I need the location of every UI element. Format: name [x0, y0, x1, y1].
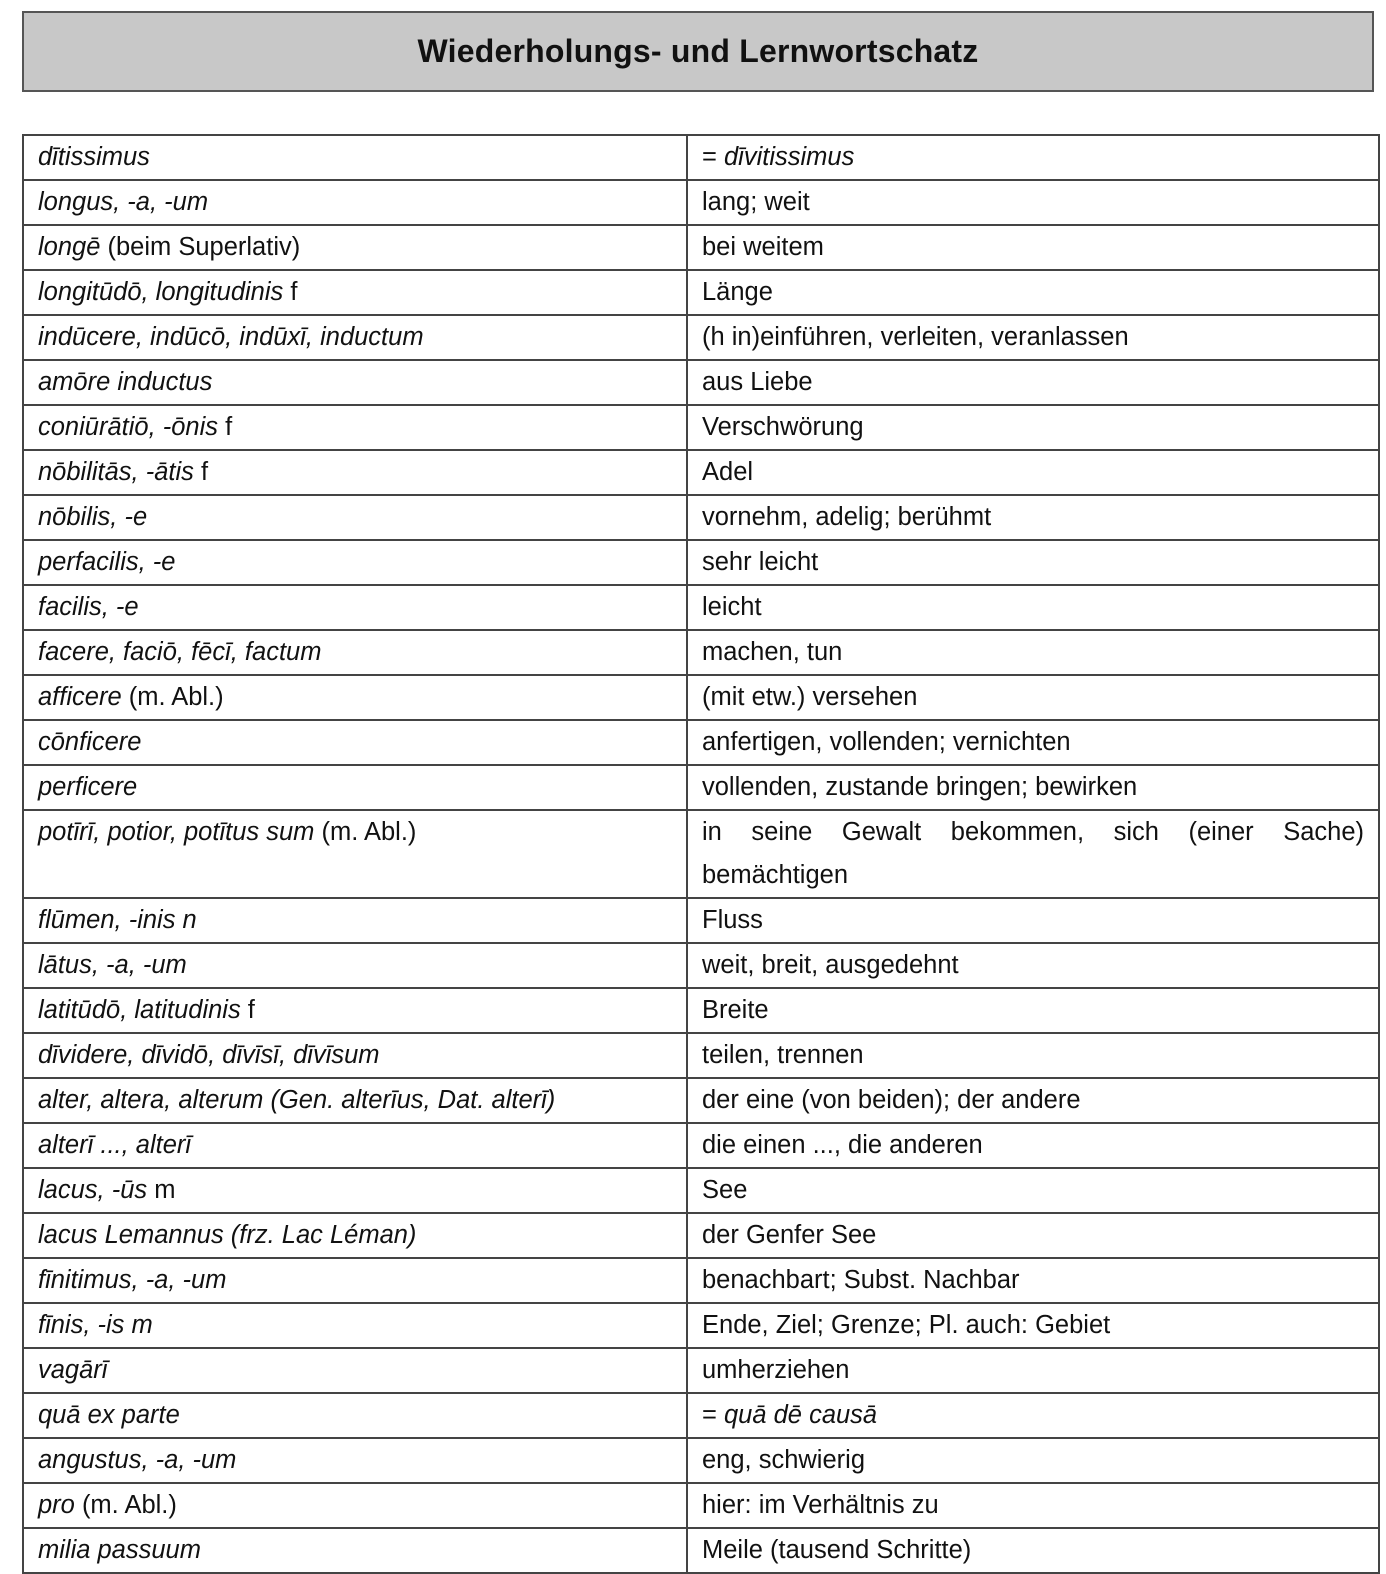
latin-term-cell: [23, 360, 687, 405]
german-meaning-cell: [687, 1483, 1379, 1528]
german-meaning-text: Adel: [702, 458, 754, 486]
latin-term-text: (beim Superlativ): [100, 233, 301, 261]
latin-term-cell: [23, 225, 687, 270]
latin-term-cell: [23, 1258, 687, 1303]
latin-term-text: lātus, -a, -um: [38, 951, 187, 979]
german-meaning-text: hier: im Verhältnis zu: [702, 1491, 939, 1519]
latin-term-cell: [23, 1483, 687, 1528]
german-meaning-cell: [687, 270, 1379, 315]
latin-term-text: f: [193, 458, 209, 486]
latin-term-cell: [23, 765, 687, 810]
table-row: [23, 1033, 1379, 1078]
latin-term-cell: [23, 315, 687, 360]
table-row: [23, 1483, 1379, 1528]
table-row: [23, 1123, 1379, 1168]
german-meaning-cell: [687, 1303, 1379, 1348]
german-meaning-text: Breite: [702, 996, 769, 1024]
latin-term-cell: [23, 135, 687, 180]
table-row: [23, 1348, 1379, 1393]
latin-term-cell: [23, 585, 687, 630]
latin-term-cell: [23, 1348, 687, 1393]
german-meaning-text: =: [702, 1401, 724, 1429]
table-row: [23, 765, 1379, 810]
table-row: [23, 450, 1379, 495]
latin-term-cell: [23, 270, 687, 315]
table-row: [23, 720, 1379, 765]
table-row: [23, 1168, 1379, 1213]
latin-term-cell: [23, 720, 687, 765]
vocabulary-table-body: [23, 135, 1379, 1573]
latin-term-text: perficere: [38, 773, 138, 801]
german-meaning-cell: [687, 1213, 1379, 1258]
german-meaning-text: leicht: [702, 593, 762, 621]
table-row: [23, 135, 1379, 180]
table-row: [23, 540, 1379, 585]
latin-term-cell: [23, 180, 687, 225]
german-meaning-text: Fluss: [702, 906, 763, 934]
latin-term-cell: [23, 943, 687, 988]
latin-term-cell: [23, 405, 687, 450]
latin-term-text: longē: [38, 233, 101, 261]
german-meaning-text: vornehm, adelig; berühmt: [702, 503, 992, 531]
german-meaning-text: Ende, Ziel; Grenze; Pl. auch: Gebiet: [702, 1311, 1111, 1339]
latin-term-text: m: [147, 1176, 176, 1204]
table-row: [23, 225, 1379, 270]
latin-term-text: fīnis, -is m: [38, 1311, 153, 1339]
german-meaning-text: See: [702, 1176, 748, 1204]
table-row: [23, 675, 1379, 720]
german-meaning-text: umherziehen: [702, 1356, 850, 1384]
latin-term-text: milia passuum: [38, 1536, 201, 1564]
latin-term-cell: [23, 1393, 687, 1438]
german-meaning-cell: [687, 1168, 1379, 1213]
german-meaning-text: anfertigen, vollenden; vernichten: [702, 728, 1071, 756]
latin-term-text: flūmen, -inis n: [38, 906, 197, 934]
german-meaning-text: machen, tun: [702, 638, 843, 666]
german-meaning-text: Länge: [702, 278, 773, 306]
latin-term-text: dītissimus: [38, 143, 150, 171]
table-row: [23, 1258, 1379, 1303]
german-meaning-text: die einen ..., die anderen: [702, 1131, 983, 1159]
latin-term-text: pro: [38, 1491, 75, 1519]
german-meaning-cell: [687, 540, 1379, 585]
german-meaning-text: in seine Gewalt bekommen, sich (einer Sache) bemächtigen: [702, 818, 1364, 889]
german-meaning-cell: [687, 675, 1379, 720]
latin-term-text: dīvidere, dīvidō, dīvīsī, dīvīsum: [38, 1041, 380, 1069]
german-meaning-text: dīvitissimus: [723, 143, 855, 171]
german-meaning-cell: [687, 988, 1379, 1033]
latin-term-cell: [23, 1123, 687, 1168]
german-meaning-text: sehr leicht: [702, 548, 819, 576]
german-meaning-text: vollenden, zustande bringen; bewirken: [702, 773, 1138, 801]
table-row: [23, 988, 1379, 1033]
german-meaning-text: Verschwörung: [702, 413, 864, 441]
table-row: [23, 943, 1379, 988]
german-meaning-cell: [687, 1258, 1379, 1303]
german-meaning-cell: [687, 180, 1379, 225]
vocabulary-table: [22, 134, 1380, 1574]
latin-term-text: quā ex parte: [38, 1401, 180, 1429]
table-row: [23, 810, 1379, 898]
latin-term-cell: [23, 1303, 687, 1348]
table-row: [23, 1438, 1379, 1483]
latin-term-cell: [23, 450, 687, 495]
latin-term-cell: [23, 540, 687, 585]
latin-term-text: perfacilis, -e: [38, 548, 176, 576]
latin-term-cell: [23, 1033, 687, 1078]
latin-term-text: fīnitimus, -a, -um: [38, 1266, 227, 1294]
table-row: [23, 180, 1379, 225]
latin-term-text: alter, altera, alterum (Gen. alterīus, Dat. alterī): [38, 1086, 556, 1114]
latin-term-text: lacus, -ūs: [38, 1176, 148, 1204]
german-meaning-cell: [687, 1348, 1379, 1393]
latin-term-text: longus, -a, -um: [38, 188, 209, 216]
table-row: [23, 405, 1379, 450]
latin-term-text: facilis, -e: [38, 593, 139, 621]
german-meaning-cell: [687, 225, 1379, 270]
latin-term-text: facere, faciō, fēcī, factum: [38, 638, 322, 666]
german-meaning-text: (mit etw.) versehen: [702, 683, 918, 711]
german-meaning-cell: [687, 135, 1379, 180]
german-meaning-cell: [687, 1393, 1379, 1438]
latin-term-text: f: [218, 413, 233, 441]
german-meaning-text: quā dē causā: [723, 1401, 878, 1429]
latin-term-cell: [23, 495, 687, 540]
german-meaning-cell: [687, 1078, 1379, 1123]
table-row: [23, 270, 1379, 315]
table-row: [23, 495, 1379, 540]
german-meaning-cell: [687, 450, 1379, 495]
latin-term-text: (m. Abl.): [121, 683, 224, 711]
table-row: [23, 1393, 1379, 1438]
german-meaning-text: (h in)einführen, verleiten, veranlassen: [702, 323, 1129, 351]
latin-term-cell: [23, 1438, 687, 1483]
page-title: Wiederholungs- und Lernwortschatz: [417, 33, 979, 69]
table-row: [23, 1213, 1379, 1258]
table-row: [23, 585, 1379, 630]
german-meaning-cell: [687, 810, 1379, 898]
german-meaning-cell: [687, 630, 1379, 675]
table-row: [23, 315, 1379, 360]
latin-term-cell: [23, 1213, 687, 1258]
latin-term-text: nōbilitās, -ātis: [38, 458, 194, 486]
latin-term-cell: [23, 675, 687, 720]
latin-term-cell: [23, 810, 687, 898]
latin-term-text: coniūrātiō, -ōnis: [38, 413, 219, 441]
german-meaning-cell: [687, 405, 1379, 450]
german-meaning-cell: [687, 898, 1379, 943]
latin-term-cell: [23, 1528, 687, 1573]
german-meaning-cell: [687, 1528, 1379, 1573]
table-row: [23, 360, 1379, 405]
german-meaning-cell: [687, 1438, 1379, 1483]
latin-term-text: latitūdō, latitudinis: [38, 996, 241, 1024]
german-meaning-text: eng, schwierig: [702, 1446, 865, 1474]
german-meaning-cell: [687, 943, 1379, 988]
german-meaning-cell: [687, 315, 1379, 360]
german-meaning-cell: [687, 1033, 1379, 1078]
latin-term-text: cōnficere: [38, 728, 142, 756]
latin-term-cell: [23, 1168, 687, 1213]
german-meaning-cell: [687, 585, 1379, 630]
german-meaning-text: benachbart; Subst. Nachbar: [702, 1266, 1020, 1294]
latin-term-text: potīrī, potior, potītus sum: [38, 818, 315, 846]
latin-term-cell: [23, 898, 687, 943]
german-meaning-text: der Genfer See: [702, 1221, 877, 1249]
latin-term-text: amōre inductus: [38, 368, 213, 396]
latin-term-cell: [23, 988, 687, 1033]
german-meaning-text: lang; weit: [702, 188, 810, 216]
table-row: [23, 1078, 1379, 1123]
latin-term-text: vagārī: [38, 1356, 108, 1384]
table-row: [23, 1528, 1379, 1573]
german-meaning-text: der eine (von beiden); der andere: [702, 1086, 1081, 1114]
latin-term-text: alterī ..., alterī: [38, 1131, 192, 1159]
latin-term-text: nōbilis, -e: [38, 503, 148, 531]
latin-term-text: afficere: [38, 683, 122, 711]
latin-term-text: angustus, -a, -um: [38, 1446, 237, 1474]
german-meaning-cell: [687, 360, 1379, 405]
table-row: [23, 1303, 1379, 1348]
german-meaning-cell: [687, 1123, 1379, 1168]
title-banner: [22, 11, 1374, 92]
latin-term-text: indūcere, indūcō, indūxī, inductum: [38, 323, 424, 351]
german-meaning-text: bei weitem: [702, 233, 824, 261]
latin-term-text: f: [240, 996, 255, 1024]
german-meaning-cell: [687, 720, 1379, 765]
table-row: [23, 898, 1379, 943]
german-meaning-cell: [687, 765, 1379, 810]
german-meaning-text: teilen, trennen: [702, 1041, 864, 1069]
german-meaning-text: =: [702, 143, 724, 171]
german-meaning-text: aus Liebe: [702, 368, 813, 396]
latin-term-text: lacus Lemannus (frz. Lac Léman): [38, 1221, 417, 1249]
latin-term-text: longitūdō, longitudinis: [38, 278, 284, 306]
latin-term-cell: [23, 1078, 687, 1123]
latin-term-text: (m. Abl.): [314, 818, 417, 846]
german-meaning-text: Meile (tausend Schritte): [702, 1536, 972, 1564]
latin-term-text: (m. Abl.): [74, 1491, 177, 1519]
latin-term-text: f: [283, 278, 298, 306]
table-row: [23, 630, 1379, 675]
german-meaning-cell: [687, 495, 1379, 540]
german-meaning-text: weit, breit, ausgedehnt: [702, 951, 959, 979]
latin-term-cell: [23, 630, 687, 675]
